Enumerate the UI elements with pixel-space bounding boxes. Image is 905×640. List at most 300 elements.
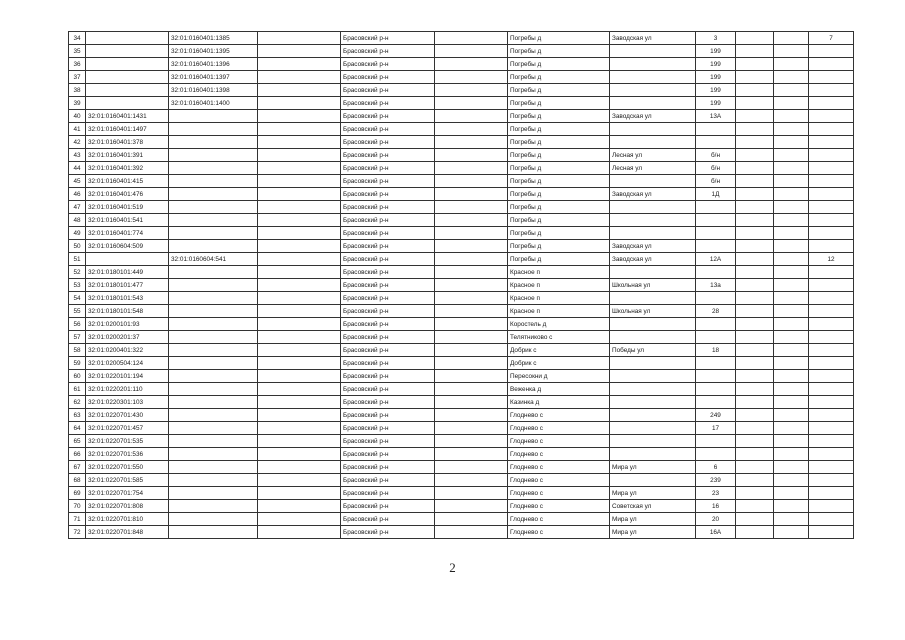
empty-cell: [736, 344, 774, 357]
empty-cell: [435, 513, 508, 526]
row-number-cell: 35: [69, 45, 86, 58]
house-number-cell: [696, 214, 736, 227]
house-number-cell: [696, 370, 736, 383]
table-row: [69, 396, 854, 409]
district-cell: Брасовский р-н: [341, 136, 435, 149]
street-cell: [610, 71, 696, 84]
row-number-cell: 60: [69, 370, 86, 383]
house-number-cell: [696, 292, 736, 305]
row-number-cell: 64: [69, 422, 86, 435]
row-number-cell: 48: [69, 214, 86, 227]
empty-cell: [435, 149, 508, 162]
district-cell: Брасовский р-н: [341, 474, 435, 487]
structure-cadastral-cell: 32:01:0160401:1395: [169, 45, 258, 58]
empty-cell: [435, 318, 508, 331]
empty-cell: [736, 461, 774, 474]
cadastral-number-cell: [86, 32, 169, 45]
district-cell: Брасовский р-н: [341, 149, 435, 162]
extra-number-cell: [809, 474, 854, 487]
structure-cadastral-cell: [169, 383, 258, 396]
district-cell: Брасовский р-н: [341, 162, 435, 175]
house-number-cell: 199: [696, 58, 736, 71]
house-number-cell: [696, 136, 736, 149]
locality-cell: Погребы д: [508, 32, 610, 45]
house-number-cell: 16: [696, 500, 736, 513]
empty-cell: [435, 201, 508, 214]
row-number-cell: 55: [69, 305, 86, 318]
table-row: [69, 500, 854, 513]
house-number-cell: 249: [696, 409, 736, 422]
table-row: [69, 175, 854, 188]
empty-cell: [258, 71, 341, 84]
locality-cell: Погребы д: [508, 201, 610, 214]
empty-cell: [736, 149, 774, 162]
structure-cadastral-cell: [169, 318, 258, 331]
locality-cell: Красное п: [508, 266, 610, 279]
row-number-cell: 52: [69, 266, 86, 279]
empty-cell: [435, 383, 508, 396]
locality-cell: Погребы д: [508, 175, 610, 188]
structure-cadastral-cell: [169, 396, 258, 409]
extra-number-cell: [809, 58, 854, 71]
street-cell: Победы ул: [610, 344, 696, 357]
empty-cell: [435, 253, 508, 266]
locality-cell: Глоднево с: [508, 487, 610, 500]
district-cell: Брасовский р-н: [341, 344, 435, 357]
table-row: [69, 526, 854, 539]
empty-cell: [774, 448, 809, 461]
table-row: [69, 448, 854, 461]
street-cell: [610, 370, 696, 383]
district-cell: Брасовский р-н: [341, 383, 435, 396]
structure-cadastral-cell: [169, 201, 258, 214]
street-cell: [610, 435, 696, 448]
row-number-cell: 61: [69, 383, 86, 396]
empty-cell: [736, 396, 774, 409]
table-row: [69, 383, 854, 396]
structure-cadastral-cell: [169, 240, 258, 253]
structure-cadastral-cell: 32:01:0160401:1396: [169, 58, 258, 71]
cadastral-number-cell: 32:01:0220701:754: [86, 487, 169, 500]
structure-cadastral-cell: [169, 227, 258, 240]
house-number-cell: 199: [696, 71, 736, 84]
empty-cell: [258, 526, 341, 539]
cadastral-number-cell: 32:01:0160401:774: [86, 227, 169, 240]
empty-cell: [774, 123, 809, 136]
row-number-cell: 70: [69, 500, 86, 513]
street-cell: Мира ул: [610, 526, 696, 539]
house-number-cell: [696, 357, 736, 370]
structure-cadastral-cell: [169, 162, 258, 175]
district-cell: Брасовский р-н: [341, 214, 435, 227]
district-cell: Брасовский р-н: [341, 331, 435, 344]
empty-cell: [435, 461, 508, 474]
empty-cell: [774, 513, 809, 526]
table-row: [69, 188, 854, 201]
row-number-cell: 63: [69, 409, 86, 422]
house-number-cell: 23: [696, 487, 736, 500]
district-cell: Брасовский р-н: [341, 266, 435, 279]
empty-cell: [774, 84, 809, 97]
extra-number-cell: [809, 279, 854, 292]
structure-cadastral-cell: 32:01:0160604:541: [169, 253, 258, 266]
empty-cell: [736, 305, 774, 318]
empty-cell: [774, 474, 809, 487]
empty-cell: [774, 175, 809, 188]
empty-cell: [435, 84, 508, 97]
table-row: [69, 435, 854, 448]
empty-cell: [258, 396, 341, 409]
extra-number-cell: [809, 396, 854, 409]
house-number-cell: 199: [696, 45, 736, 58]
row-number-cell: 37: [69, 71, 86, 84]
empty-cell: [736, 136, 774, 149]
structure-cadastral-cell: [169, 305, 258, 318]
extra-number-cell: [809, 162, 854, 175]
empty-cell: [258, 279, 341, 292]
cadastral-number-cell: 32:01:0220701:457: [86, 422, 169, 435]
district-cell: Брасовский р-н: [341, 448, 435, 461]
empty-cell: [435, 409, 508, 422]
table-row: [69, 513, 854, 526]
street-cell: Мира ул: [610, 513, 696, 526]
locality-cell: Красное п: [508, 292, 610, 305]
row-number-cell: 72: [69, 526, 86, 539]
empty-cell: [435, 71, 508, 84]
empty-cell: [774, 58, 809, 71]
table-row: [69, 370, 854, 383]
street-cell: [610, 97, 696, 110]
locality-cell: Погребы д: [508, 214, 610, 227]
empty-cell: [258, 344, 341, 357]
table-row: [69, 409, 854, 422]
extra-number-cell: [809, 305, 854, 318]
extra-number-cell: [809, 227, 854, 240]
house-number-cell: 28: [696, 305, 736, 318]
empty-cell: [435, 227, 508, 240]
structure-cadastral-cell: 32:01:0160401:1400: [169, 97, 258, 110]
structure-cadastral-cell: [169, 266, 258, 279]
table-row: [69, 97, 854, 110]
locality-cell: Погребы д: [508, 110, 610, 123]
row-number-cell: 49: [69, 227, 86, 240]
district-cell: Брасовский р-н: [341, 32, 435, 45]
street-cell: [610, 84, 696, 97]
locality-cell: Коростель д: [508, 318, 610, 331]
cadastral-number-cell: 32:01:0160401:519: [86, 201, 169, 214]
structure-cadastral-cell: [169, 513, 258, 526]
empty-cell: [258, 188, 341, 201]
house-number-cell: 199: [696, 97, 736, 110]
empty-cell: [774, 32, 809, 45]
structure-cadastral-cell: [169, 448, 258, 461]
extra-number-cell: [809, 422, 854, 435]
empty-cell: [774, 409, 809, 422]
table-row: [69, 240, 854, 253]
empty-cell: [258, 474, 341, 487]
district-cell: Брасовский р-н: [341, 253, 435, 266]
row-number-cell: 39: [69, 97, 86, 110]
table-row: [69, 318, 854, 331]
row-number-cell: 56: [69, 318, 86, 331]
cadastral-number-cell: 32:01:0220701:550: [86, 461, 169, 474]
cadastral-number-cell: 32:01:0220701:810: [86, 513, 169, 526]
empty-cell: [435, 32, 508, 45]
empty-cell: [774, 110, 809, 123]
cadastral-number-cell: 32:01:0180101:449: [86, 266, 169, 279]
empty-cell: [258, 487, 341, 500]
empty-cell: [736, 331, 774, 344]
district-cell: Брасовский р-н: [341, 500, 435, 513]
street-cell: [610, 292, 696, 305]
extra-number-cell: [809, 266, 854, 279]
empty-cell: [258, 500, 341, 513]
locality-cell: Погребы д: [508, 240, 610, 253]
cadastral-number-cell: 32:01:0160401:391: [86, 149, 169, 162]
empty-cell: [258, 123, 341, 136]
empty-cell: [774, 435, 809, 448]
district-cell: Брасовский р-н: [341, 409, 435, 422]
empty-cell: [774, 240, 809, 253]
structure-cadastral-cell: 32:01:0160401:1385: [169, 32, 258, 45]
cadastral-number-cell: 32:01:0220701:585: [86, 474, 169, 487]
district-cell: Брасовский р-н: [341, 71, 435, 84]
empty-cell: [774, 188, 809, 201]
structure-cadastral-cell: [169, 474, 258, 487]
empty-cell: [774, 305, 809, 318]
street-cell: Заводская ул: [610, 110, 696, 123]
empty-cell: [258, 318, 341, 331]
empty-cell: [774, 357, 809, 370]
empty-cell: [736, 409, 774, 422]
street-cell: [610, 175, 696, 188]
cadastral-number-cell: 32:01:0180101:548: [86, 305, 169, 318]
house-number-cell: б/н: [696, 162, 736, 175]
table-row: [69, 331, 854, 344]
empty-cell: [736, 513, 774, 526]
empty-cell: [258, 513, 341, 526]
street-cell: Мира ул: [610, 487, 696, 500]
locality-cell: Погребы д: [508, 162, 610, 175]
row-number-cell: 58: [69, 344, 86, 357]
empty-cell: [258, 292, 341, 305]
empty-cell: [736, 227, 774, 240]
house-number-cell: 18: [696, 344, 736, 357]
table-row: [69, 214, 854, 227]
locality-cell: Глоднево с: [508, 526, 610, 539]
row-number-cell: 62: [69, 396, 86, 409]
cadastral-number-cell: 32:01:0160401:541: [86, 214, 169, 227]
row-number-cell: 69: [69, 487, 86, 500]
empty-cell: [736, 201, 774, 214]
empty-cell: [435, 214, 508, 227]
district-cell: Брасовский р-н: [341, 396, 435, 409]
empty-cell: [736, 32, 774, 45]
street-cell: [610, 201, 696, 214]
empty-cell: [435, 305, 508, 318]
row-number-cell: 65: [69, 435, 86, 448]
row-number-cell: 34: [69, 32, 86, 45]
cadastral-number-cell: 32:01:0180101:543: [86, 292, 169, 305]
street-cell: [610, 58, 696, 71]
empty-cell: [736, 240, 774, 253]
empty-cell: [736, 487, 774, 500]
row-number-cell: 50: [69, 240, 86, 253]
extra-number-cell: [809, 110, 854, 123]
street-cell: Заводская ул: [610, 253, 696, 266]
cadastral-number-cell: 32:01:0220301:103: [86, 396, 169, 409]
cadastral-number-cell: 32:01:0160401:415: [86, 175, 169, 188]
cadastral-number-cell: 32:01:0200504:124: [86, 357, 169, 370]
house-number-cell: [696, 266, 736, 279]
table-row: [69, 266, 854, 279]
house-number-cell: 13а: [696, 279, 736, 292]
locality-cell: Глоднево с: [508, 448, 610, 461]
street-cell: Заводская ул: [610, 32, 696, 45]
empty-cell: [736, 71, 774, 84]
house-number-cell: 239: [696, 474, 736, 487]
cadastral-number-cell: 32:01:0160401:392: [86, 162, 169, 175]
cadastral-number-cell: 32:01:0160604:509: [86, 240, 169, 253]
street-cell: Заводская ул: [610, 188, 696, 201]
empty-cell: [435, 58, 508, 71]
house-number-cell: 1Д: [696, 188, 736, 201]
table-row: [69, 201, 854, 214]
cadastral-number-cell: 32:01:0200101:93: [86, 318, 169, 331]
table-row: [69, 58, 854, 71]
extra-number-cell: [809, 513, 854, 526]
empty-cell: [435, 292, 508, 305]
table-row: [69, 71, 854, 84]
row-number-cell: 42: [69, 136, 86, 149]
structure-cadastral-cell: [169, 136, 258, 149]
empty-cell: [258, 149, 341, 162]
cadastral-number-cell: [86, 58, 169, 71]
empty-cell: [435, 474, 508, 487]
structure-cadastral-cell: [169, 292, 258, 305]
structure-cadastral-cell: 32:01:0160401:1398: [169, 84, 258, 97]
street-cell: Школьная ул: [610, 305, 696, 318]
cadastral-table: [68, 31, 854, 539]
empty-cell: [258, 227, 341, 240]
district-cell: Брасовский р-н: [341, 461, 435, 474]
street-cell: [610, 266, 696, 279]
empty-cell: [774, 253, 809, 266]
empty-cell: [774, 292, 809, 305]
extra-number-cell: [809, 45, 854, 58]
table-row: [69, 344, 854, 357]
district-cell: Брасовский р-н: [341, 357, 435, 370]
street-cell: [610, 383, 696, 396]
row-number-cell: 54: [69, 292, 86, 305]
cadastral-number-cell: 32:01:0220701:808: [86, 500, 169, 513]
empty-cell: [736, 188, 774, 201]
structure-cadastral-cell: [169, 110, 258, 123]
row-number-cell: 40: [69, 110, 86, 123]
structure-cadastral-cell: [169, 461, 258, 474]
extra-number-cell: [809, 318, 854, 331]
locality-cell: Погребы д: [508, 45, 610, 58]
structure-cadastral-cell: [169, 344, 258, 357]
empty-cell: [736, 318, 774, 331]
empty-cell: [435, 240, 508, 253]
street-cell: Заводская ул: [610, 240, 696, 253]
structure-cadastral-cell: [169, 188, 258, 201]
district-cell: Брасовский р-н: [341, 292, 435, 305]
locality-cell: Добрик с: [508, 357, 610, 370]
empty-cell: [774, 136, 809, 149]
structure-cadastral-cell: [169, 526, 258, 539]
empty-cell: [736, 253, 774, 266]
structure-cadastral-cell: [169, 500, 258, 513]
page-number: 2: [449, 560, 456, 575]
empty-cell: [774, 331, 809, 344]
table-row: [69, 487, 854, 500]
street-cell: [610, 422, 696, 435]
street-cell: [610, 409, 696, 422]
district-cell: Брасовский р-н: [341, 84, 435, 97]
empty-cell: [435, 526, 508, 539]
district-cell: Брасовский р-н: [341, 45, 435, 58]
row-number-cell: 71: [69, 513, 86, 526]
empty-cell: [435, 45, 508, 58]
empty-cell: [258, 357, 341, 370]
district-cell: Брасовский р-н: [341, 513, 435, 526]
empty-cell: [774, 344, 809, 357]
district-cell: Брасовский р-н: [341, 487, 435, 500]
empty-cell: [258, 136, 341, 149]
street-cell: Лесная ул: [610, 162, 696, 175]
empty-cell: [258, 84, 341, 97]
district-cell: Брасовский р-н: [341, 227, 435, 240]
house-number-cell: б/н: [696, 175, 736, 188]
house-number-cell: [696, 383, 736, 396]
district-cell: Брасовский р-н: [341, 526, 435, 539]
street-cell: [610, 45, 696, 58]
empty-cell: [258, 110, 341, 123]
empty-cell: [258, 162, 341, 175]
house-number-cell: 199: [696, 84, 736, 97]
district-cell: Брасовский р-н: [341, 370, 435, 383]
street-cell: Лесная ул: [610, 149, 696, 162]
empty-cell: [736, 357, 774, 370]
extra-number-cell: [809, 500, 854, 513]
empty-cell: [435, 370, 508, 383]
empty-cell: [736, 448, 774, 461]
table-row: [69, 32, 854, 45]
locality-cell: Погребы д: [508, 149, 610, 162]
district-cell: Брасовский р-н: [341, 58, 435, 71]
empty-cell: [435, 331, 508, 344]
district-cell: Брасовский р-н: [341, 188, 435, 201]
row-number-cell: 36: [69, 58, 86, 71]
district-cell: Брасовский р-н: [341, 435, 435, 448]
extra-number-cell: [809, 435, 854, 448]
empty-cell: [736, 279, 774, 292]
locality-cell: Красное п: [508, 279, 610, 292]
empty-cell: [435, 448, 508, 461]
cadastral-number-cell: 32:01:0220701:848: [86, 526, 169, 539]
row-number-cell: 47: [69, 201, 86, 214]
empty-cell: [258, 370, 341, 383]
row-number-cell: 45: [69, 175, 86, 188]
extra-number-cell: [809, 331, 854, 344]
locality-cell: Глоднево с: [508, 461, 610, 474]
empty-cell: [736, 526, 774, 539]
empty-cell: [774, 201, 809, 214]
district-cell: Брасовский р-н: [341, 201, 435, 214]
cadastral-number-cell: [86, 97, 169, 110]
